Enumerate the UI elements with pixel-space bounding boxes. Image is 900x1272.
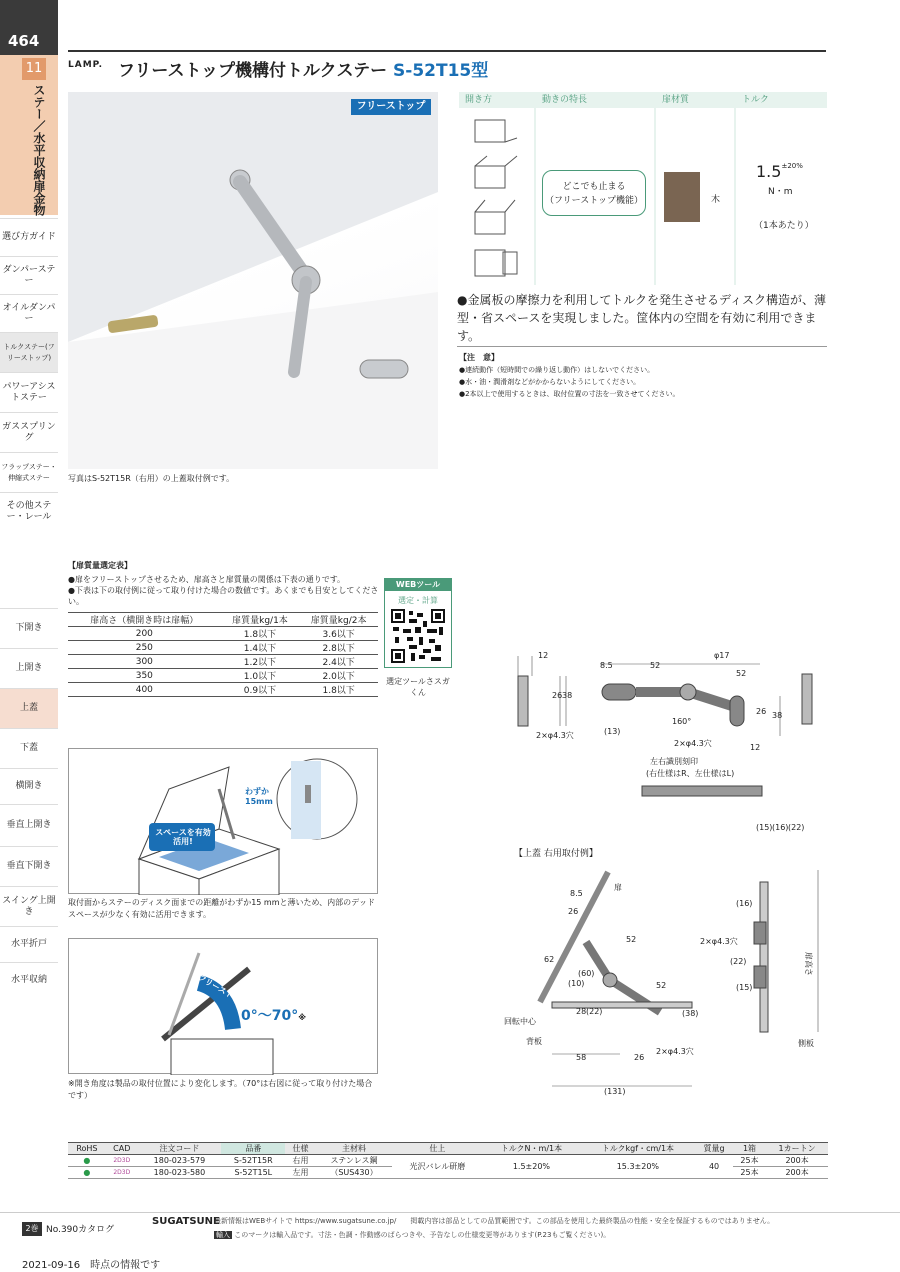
cell: 光沢バレル研磨 <box>392 1155 482 1179</box>
sidebar-item-vertical-down[interactable]: 垂直下開き <box>0 846 58 886</box>
torque-unit: N・m <box>768 187 793 197</box>
description: ●金属板の摩擦力を利用してトルクを発生させるディスク構造が、薄型・省スペースを実現しました。筐体内の空間を有効に利用できます。 <box>457 293 827 343</box>
cell: 180-023-580 <box>138 1167 222 1179</box>
dim-label: (右仕様はR、左仕様はL) <box>646 769 735 778</box>
table-row <box>68 627 378 641</box>
table-row <box>68 1155 828 1167</box>
col-part-number: 品番 <box>221 1143 285 1155</box>
caution-item: ●2本以上で使用するときは、取付位置の寸法を一致させてください。 <box>459 390 680 398</box>
chapter-number: 11 <box>22 58 46 80</box>
photo-caption: 写真はS-52T15R（右用）の上蓋取付例です。 <box>68 474 235 483</box>
selection-notes <box>68 574 380 607</box>
angle-caption: ※開き角度は製品の取付位置により変化します。（70°は右図に従って取り付けた場合です） <box>68 1079 373 1100</box>
feature-header-material: 扉材質 <box>662 95 690 105</box>
sidebar-item-damper-stay[interactable]: ダンパーステー <box>0 256 58 294</box>
rohs-mark: ● <box>68 1155 106 1167</box>
cell: 右用 <box>285 1155 315 1167</box>
selection-title: 【扉質量選定表】 <box>68 561 132 570</box>
cabinet-illustration <box>69 749 379 895</box>
dim-label: 52 <box>626 935 637 944</box>
web-tool-caption: 選定ツールさスガくん <box>386 677 450 697</box>
cell: S-52T15R <box>221 1155 285 1167</box>
motion-line-1: どこでも止まる <box>562 182 626 192</box>
cell: 0.9以下 <box>221 683 300 697</box>
col-mass-2: 扉質量kg/2本 <box>299 613 378 627</box>
footer-notes <box>214 1214 834 1242</box>
cell: S-52T15L <box>221 1167 285 1179</box>
dim-label: 左右識別刻印 <box>650 757 698 766</box>
cell: 3.6以下 <box>299 627 378 641</box>
dim-label: 38 <box>772 711 783 720</box>
cell: 1.0以下 <box>221 669 300 683</box>
caution-item: ●連続動作（短時間での繰り返し動作）はしないでください。 <box>459 366 655 374</box>
col-mass-1: 扉質量kg/1本 <box>221 613 300 627</box>
torque-tolerance: ±20% <box>781 162 803 170</box>
caution-title: 【注 意】 <box>459 353 499 362</box>
col-torque-kgf: トルクkgf・cm/1本 <box>581 1143 696 1155</box>
catalog-number: No.390カタログ <box>46 1225 115 1235</box>
cell: 1.8以下 <box>221 627 300 641</box>
chapter-name: ステー／水平収納扉金物 <box>32 84 46 216</box>
dim-label: 58 <box>576 1053 587 1062</box>
dim-label: (38) <box>682 1009 699 1018</box>
col-material: 主材料 <box>315 1143 392 1155</box>
dim-label: 2×φ4.3穴 <box>536 731 574 740</box>
dim-label: 8.5 <box>600 661 613 670</box>
dim-label: (131) <box>604 1087 626 1096</box>
torque-number: 1.5 <box>756 162 782 181</box>
feature-header-motion: 動きの特長 <box>542 95 588 105</box>
cell: 2.0以下 <box>299 669 378 683</box>
dim-label: 回転中心 <box>504 1017 536 1026</box>
caution-item: ●水・油・潤滑剤などがかからないようにしてください。 <box>459 378 641 386</box>
feature-header-open: 開き方 <box>465 95 493 105</box>
cell: 350 <box>68 669 221 683</box>
col-box: 1箱 <box>733 1143 766 1155</box>
dim-label: (60) <box>578 969 595 978</box>
table-row <box>68 683 378 697</box>
dim-label: 38 <box>562 691 573 700</box>
cell: 2.4以下 <box>299 655 378 669</box>
caution-block <box>459 352 829 400</box>
torque-column <box>736 108 827 285</box>
dim-label: (22) <box>788 823 805 832</box>
sidebar-item-bottom-lid[interactable]: 下蓋 <box>0 728 58 768</box>
qr-code[interactable] <box>391 609 445 663</box>
cell: 1.8以下 <box>299 683 378 697</box>
sidebar-item-power-assist[interactable]: パワーアシストステー <box>0 372 58 412</box>
dim-label: 26 <box>756 707 767 716</box>
space-illustration <box>68 748 378 894</box>
footer-note: 最新情報はWEBサイトで https://www.sugatsune.co.jp/ 掲載内容は部品としての品質範囲です。この部品を使用した最終製品の性能・安全を保証するものではありません。 <box>214 1217 775 1225</box>
dim-label: 12 <box>538 651 549 660</box>
table-row <box>68 655 378 669</box>
dim-label: 扉高さ <box>804 952 813 976</box>
dim-label: 52 <box>736 669 747 678</box>
cell: 200本 <box>766 1167 828 1179</box>
col-cad: CAD <box>106 1143 138 1155</box>
dim-label: 52 <box>650 661 661 670</box>
cell: 200本 <box>766 1155 828 1167</box>
free-stop-arrow-label: フリーストップ <box>196 972 249 1009</box>
mount-example-title: 【上蓋 右用取付例】 <box>514 849 598 859</box>
cell: 40 <box>695 1155 733 1179</box>
sidebar-item-up-open[interactable]: 上開き <box>0 648 58 688</box>
col-order-code: 注文コード <box>138 1143 222 1155</box>
sidebar-item-vertical-up[interactable]: 垂直上開き <box>0 804 58 846</box>
cell: 15.3±20% <box>581 1155 696 1179</box>
dim-label: 52 <box>656 981 667 990</box>
cell: 2.8以下 <box>299 641 378 655</box>
col-rohs: RoHS <box>68 1143 106 1155</box>
sidebar-item-horizontal-fold[interactable]: 水平折戸 <box>0 926 58 962</box>
volume-badge: 2巻 <box>22 1222 42 1236</box>
footer-rule <box>0 1212 900 1213</box>
table-row <box>68 669 378 683</box>
table-row <box>68 641 378 655</box>
space-caption: 取付面からステーのディスク面までの距離がわずか15 mmと薄いため、内部のデッドスペースが少なく有効に活用できます。 <box>68 898 376 919</box>
dim-label: 26 <box>552 691 563 700</box>
footer-note: このマークは輸入品です。寸法・色調・作動感のばらつきや、予告なしの仕様変更等があります(P.23もご覧ください)。 <box>234 1231 611 1239</box>
model-name: S-52T15型 <box>393 61 489 81</box>
dim-label: 26 <box>634 1053 645 1062</box>
gap-label: わずか15mm <box>245 787 273 806</box>
mount-drawing <box>500 862 830 1102</box>
col-spec: 仕様 <box>285 1143 315 1155</box>
motion-column <box>536 108 654 285</box>
sidebar-item-top-lid[interactable]: 上蓋 <box>0 688 58 728</box>
cell: 180-023-579 <box>138 1155 222 1167</box>
cell: 250 <box>68 641 221 655</box>
dim-label: (10) <box>568 979 585 988</box>
motion-line-2: （フリーストップ機能） <box>545 196 643 206</box>
col-mass: 質量g <box>695 1143 733 1155</box>
angle-range-value: 0°〜70° <box>241 1008 299 1024</box>
motion-bubble <box>542 170 646 216</box>
page-number: 464 <box>0 0 58 55</box>
dim-label: (15) <box>736 983 753 992</box>
dim-label: 扉 <box>614 883 622 892</box>
cell: 300 <box>68 655 221 669</box>
title-text: フリーストップ機構付トルクステー <box>118 61 388 81</box>
cell: ステンレス鋼 <box>315 1155 392 1167</box>
cell: 1.4以下 <box>221 641 300 655</box>
sidebar-item-flap-stay[interactable]: フラップステー・伸縮式ステー <box>0 452 58 492</box>
sidebar-item-other-stay[interactable]: その他ステー・レール <box>0 492 58 530</box>
wood-swatch <box>664 172 700 222</box>
sidebar-item-swing-up[interactable]: スイング上開き <box>0 886 58 926</box>
dim-label: 側板 <box>798 1039 814 1048</box>
door-mass-table <box>68 612 378 697</box>
cell: 25本 <box>733 1167 766 1179</box>
stay-photo-illustration <box>68 92 438 469</box>
info-date: 2021-09-16 時点の情報です <box>22 1260 161 1271</box>
angle-mark: ※ <box>298 1013 307 1022</box>
sugatsune-logo: SUGATSUNE <box>152 1216 220 1227</box>
cell: 1.2以下 <box>221 655 300 669</box>
sidebar-item-guide[interactable]: 選び方ガイド <box>0 218 58 256</box>
col-finish: 仕上 <box>392 1143 482 1155</box>
space-label: スペースを有効活用! <box>155 828 211 846</box>
open-type-icons <box>459 108 534 285</box>
sidebar-item-horizontal-store[interactable]: 水平収納 <box>0 962 58 998</box>
dim-label: 8.5 <box>570 889 583 898</box>
dim-label: (22) <box>730 957 747 966</box>
sidebar-item-down-open[interactable]: 下開き <box>0 608 58 648</box>
lamp-logo: LAMP. <box>68 60 104 70</box>
cell: （SUS430） <box>315 1167 392 1179</box>
cad-link[interactable]: 2D3D <box>106 1167 138 1179</box>
open-type-column <box>459 108 534 285</box>
dim-label: φ17 <box>714 651 730 660</box>
dim-label: 2×φ4.3穴 <box>656 1047 694 1056</box>
sidebar-item-torque-stay[interactable]: トルクステー(フリーストップ) <box>0 332 58 372</box>
angle-illustration <box>68 938 378 1074</box>
dim-label: 160° <box>672 717 692 726</box>
rohs-mark: ● <box>68 1167 106 1179</box>
dim-label: 62 <box>544 955 555 964</box>
cell: 25本 <box>733 1155 766 1167</box>
selection-note: ●扉をフリーストップさせるため、扉高さと扉質量の関係は下表の通りです。 <box>68 575 346 584</box>
cell: 400 <box>68 683 221 697</box>
dim-label: (16) <box>736 899 753 908</box>
dim-label: 26 <box>568 907 579 916</box>
angle-diagram <box>69 939 379 1075</box>
dim-label: (16) <box>772 823 789 832</box>
sidebar-item-oil-damper[interactable]: オイルダンパー <box>0 294 58 332</box>
angle-range <box>241 1005 306 1025</box>
spec-table <box>68 1142 828 1179</box>
import-tag: 輸入 <box>216 1231 230 1239</box>
material-label: 木 <box>711 195 721 205</box>
dim-label: (22) <box>586 1007 603 1016</box>
dim-label: 背板 <box>526 1037 542 1046</box>
caution-rule <box>457 346 827 347</box>
feature-header-torque: トルク <box>742 95 769 105</box>
torque-note: （1本あたり） <box>754 221 814 231</box>
web-tool-title: WEBツール <box>384 578 452 591</box>
cad-link[interactable]: 2D3D <box>106 1155 138 1167</box>
stay-dimension-svg <box>500 646 830 846</box>
cell: 左用 <box>285 1167 315 1179</box>
qr-icon <box>391 609 445 663</box>
sidebar-item-gas-spring[interactable]: ガススプリング <box>0 412 58 452</box>
dim-label: 28 <box>576 1007 587 1016</box>
mount-dimension-svg <box>500 862 830 1102</box>
dim-label: 2×φ4.3穴 <box>674 739 712 748</box>
dim-label: 2×φ4.3穴 <box>700 937 738 946</box>
material-column <box>656 108 734 285</box>
col-height: 扉高さ（横開き時は扉幅） <box>68 613 221 627</box>
title-rule <box>68 50 826 52</box>
web-tool-sub: 選定・計算 <box>398 596 438 605</box>
selection-note: ●下表は下の取付例に従って取り付けた場合の数値です。あくまでも目安としてください。 <box>68 586 379 606</box>
cell: 200 <box>68 627 221 641</box>
dim-label: 12 <box>750 743 761 752</box>
free-stop-tag: フリーストップ <box>351 99 431 115</box>
dimension-drawing <box>500 646 830 846</box>
dim-label: (13) <box>604 727 621 736</box>
product-photo <box>68 92 438 469</box>
torque-value <box>756 162 803 181</box>
col-carton: 1カートン <box>766 1143 828 1155</box>
col-torque-nm: トルクN・m/1本 <box>482 1143 580 1155</box>
cell: 1.5±20% <box>482 1155 580 1179</box>
sidebar-item-side-open[interactable]: 横開き <box>0 768 58 804</box>
page-title <box>118 56 488 81</box>
dim-label: (15) <box>756 823 773 832</box>
